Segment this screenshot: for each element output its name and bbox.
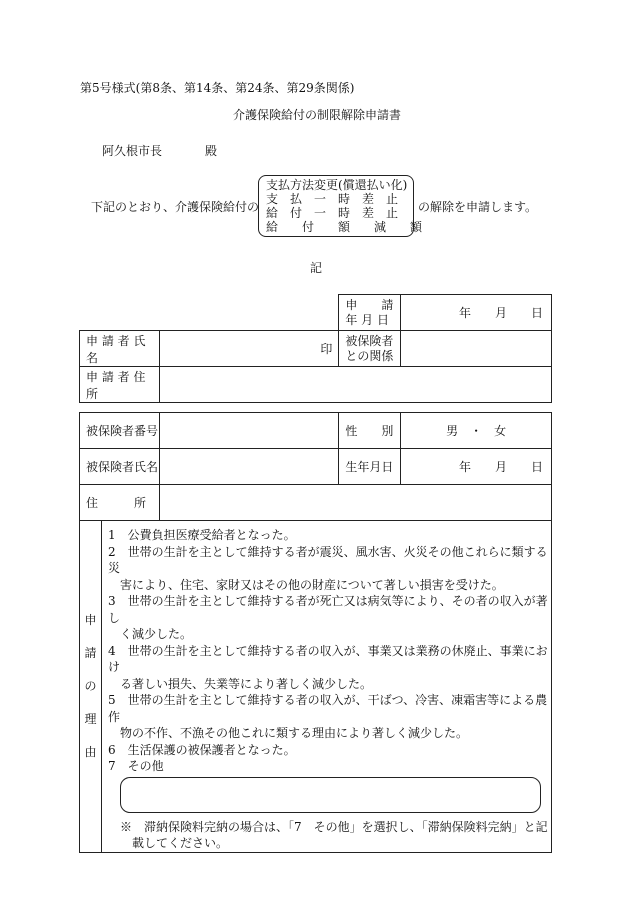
reason-5[interactable]: 5 世帯の生計を主として維持する者の収入が、干ばつ、冷害、凍霜害等による農作 xyxy=(107,693,548,724)
seal-mark: 印 xyxy=(320,342,333,356)
relation-field[interactable] xyxy=(401,331,552,367)
reason-2[interactable]: 2 世帯の生計を主として維持する者が震災、風水害、火災その他これらに類する災 xyxy=(107,544,548,575)
honorific: 殿 xyxy=(205,144,218,158)
note-line-2: 載してください。 xyxy=(119,836,228,850)
birth-label: 生年月日 xyxy=(339,449,401,485)
insured-number-field[interactable] xyxy=(159,413,338,449)
applicant-name-field[interactable] xyxy=(159,331,339,367)
option-4: 給 付 額 減 額 xyxy=(266,220,423,234)
reason-5-cont: 物の不作、不漁その他これに類する理由により著しく減少した。 xyxy=(107,726,468,740)
reason-2-cont: 害により、住宅、家財又はその他の財産について著しい損害を受けた。 xyxy=(107,577,504,592)
relation-label: 被保険者 との関係 xyxy=(339,331,401,367)
addressee: 阿久根市長 xyxy=(102,144,163,158)
date-label: 申 請 年 月 日 xyxy=(339,295,401,331)
reason-7[interactable]: 7 その他 xyxy=(107,759,164,773)
form-number: 第5号様式(第8条、第14条、第24条、第29条関係) xyxy=(80,81,355,95)
reason-area xyxy=(101,521,551,853)
reason-label: 申 請 の 理 由 xyxy=(80,521,102,853)
insured-table xyxy=(79,412,552,853)
reason-3-cont: く減少した。 xyxy=(107,627,192,641)
applicant-table xyxy=(79,294,552,403)
reason-6[interactable]: 6 生活保護の被保護者となった。 xyxy=(107,742,296,757)
sex-label: 性 別 xyxy=(339,413,401,449)
options-list xyxy=(266,178,423,235)
insured-name-field[interactable] xyxy=(159,449,338,485)
applicant-address-label: 申 請 者 住 所 xyxy=(80,367,160,403)
reason-4[interactable]: 4 世帯の生計を主として維持する者の収入が、事業又は業務の休廃止、事業におけ xyxy=(107,643,548,674)
other-reason-field[interactable] xyxy=(120,777,541,813)
insured-number-label: 被保険者番号 xyxy=(80,413,160,449)
intro-before: 下記のとおり、介護保険給付の xyxy=(91,200,260,214)
option-1: 支払方法変更(償還払い化) xyxy=(266,178,408,192)
sex-field[interactable]: 男 ・ 女 xyxy=(401,413,552,449)
applicant-address-field[interactable] xyxy=(159,367,551,403)
reason-3[interactable]: 3 世帯の生計を主として維持する者が死亡又は病気等により、その者の収入が著し xyxy=(107,594,548,625)
reason-4-cont: る著しい損失、失業等により著しく減少した。 xyxy=(107,676,372,691)
address-field[interactable] xyxy=(159,485,551,521)
option-2: 支 払 一 時 差 止 xyxy=(266,192,399,206)
ki-label: 記 xyxy=(310,261,323,275)
insured-name-label: 被保険者氏名 xyxy=(80,449,160,485)
reason-1[interactable]: 1 公費負担医療受給者となった。 xyxy=(107,528,296,542)
date-field[interactable]: 年 月 日 xyxy=(401,295,552,331)
applicant-name-label: 申 請 者 氏 名 xyxy=(80,331,160,367)
intro-after: の解除を申請します。 xyxy=(418,200,538,214)
note-line-1: ※ 滞納保険料完納の場合は、「7 その他」を選択し、「滞納保険料完納」と記 xyxy=(119,819,548,834)
option-3: 給 付 一 時 差 止 xyxy=(266,206,399,220)
address-label: 住 所 xyxy=(80,485,160,521)
birth-field[interactable]: 年 月 日 xyxy=(401,449,552,485)
page-title: 介護保険給付の制限解除申請書 xyxy=(233,108,402,122)
